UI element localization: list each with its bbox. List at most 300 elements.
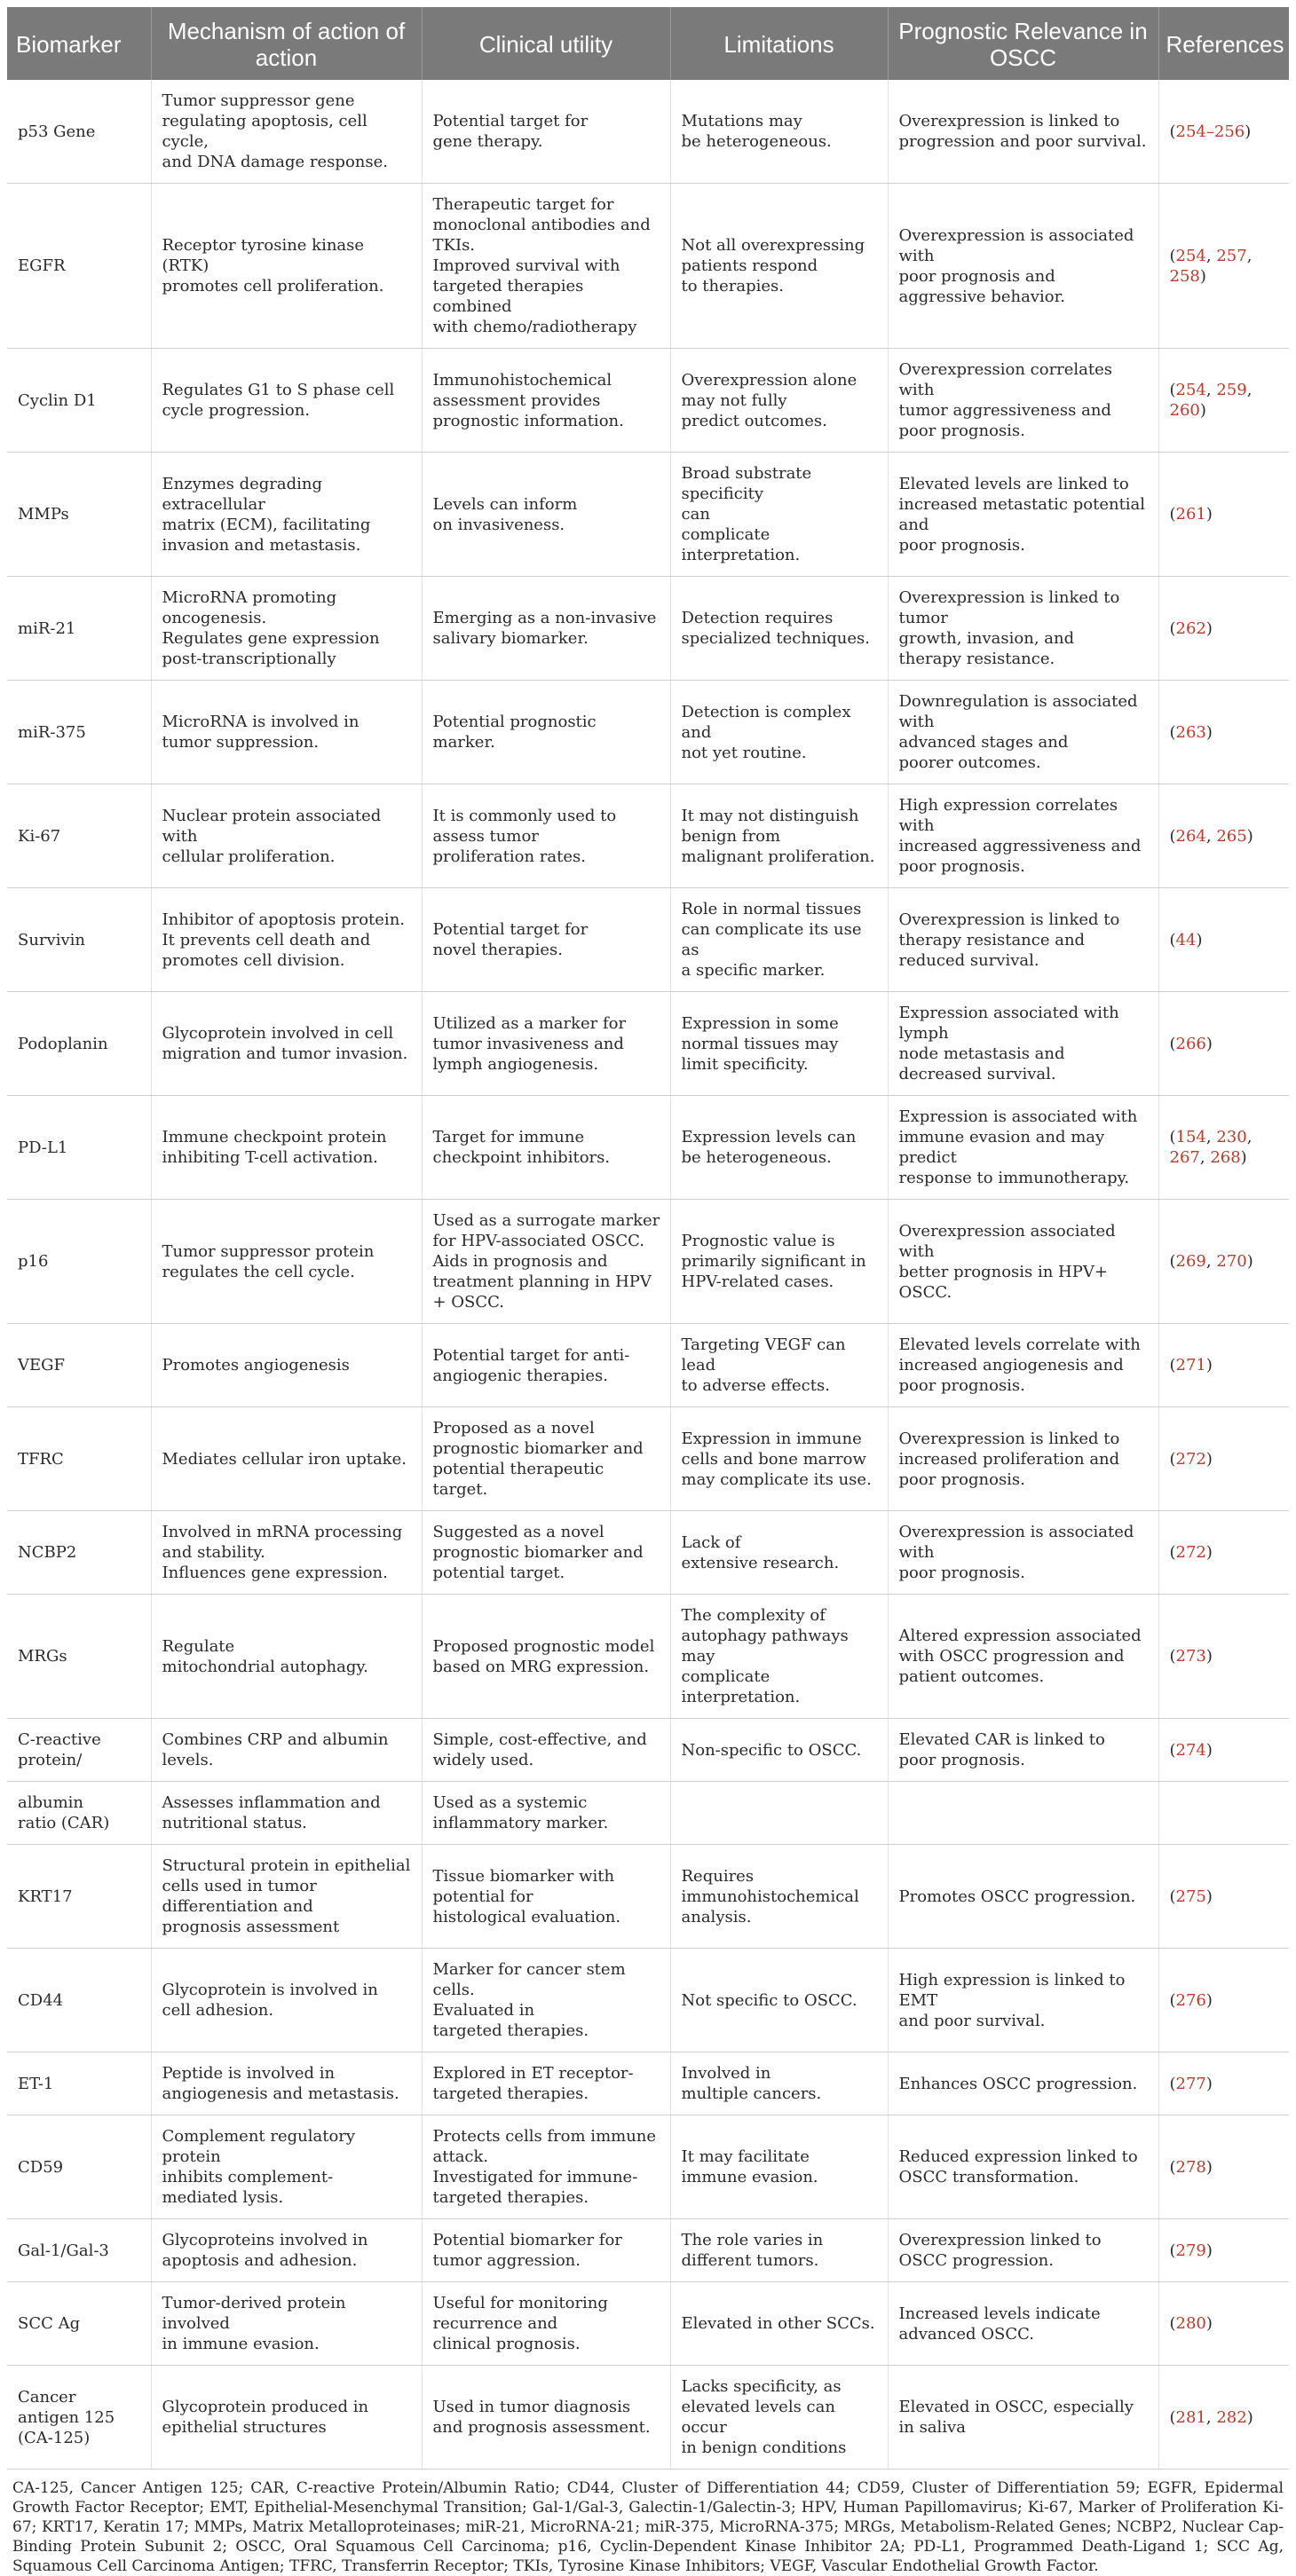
cell-line: Complement regulatory protein (162, 2127, 356, 2166)
cell-line: to adverse effects. (681, 1376, 830, 1395)
cell-line: in saliva (898, 2418, 966, 2437)
reference-link[interactable]: 270 (1216, 1252, 1247, 1271)
cell-line: Requires (681, 1866, 755, 1886)
cell-line: prognostic biomarker and (432, 1543, 644, 1562)
cell-line: inflammatory marker. (432, 1814, 609, 1832)
cell-line: benign from (681, 826, 781, 846)
cell-line: Structural protein in epithelial (162, 1856, 411, 1875)
cell-line: poor prognosis. (898, 421, 1025, 440)
cell-line: Targeting VEGF can lead (681, 1335, 846, 1375)
cell-prognostic-relevance (888, 681, 1158, 784)
cell-line: tumor suppression. (162, 733, 320, 752)
cell-line: gene therapy. (432, 132, 543, 151)
cell-line: Podoplanin (18, 1034, 108, 1053)
reference-link[interactable]: 260 (1169, 401, 1200, 420)
cell-line: prognostic biomarker and (432, 1439, 644, 1458)
cell-references: (254–256) (1158, 80, 1289, 184)
cell-limitations (670, 2282, 888, 2366)
cell-line: autophagy pathways may (681, 1627, 849, 1666)
cell-mechanism (151, 1949, 422, 2052)
cell-clinical-utility (422, 2115, 670, 2219)
cell-line: progression and poor survival. (898, 132, 1147, 151)
cell-line: epithelial structures (162, 2418, 327, 2437)
cell-references (1158, 1782, 1289, 1845)
cell-mechanism (151, 1324, 422, 1407)
reference-link[interactable]: 230 (1216, 1128, 1247, 1146)
cell-prognostic-relevance (888, 1096, 1158, 1200)
cell-line: Reduced expression linked to (898, 2147, 1138, 2166)
cell-line: VEGF (18, 1356, 66, 1375)
reference-link[interactable]: 44 (1175, 930, 1197, 949)
cell-limitations (670, 784, 888, 888)
reference-link[interactable]: 277 (1175, 2074, 1206, 2093)
table-body (7, 80, 1289, 2470)
cell-line: increased aggressiveness and (898, 837, 1142, 855)
cell-line: Prognostic value is (681, 1232, 835, 1250)
header-biomarker: Biomarker (7, 7, 151, 80)
cell-line: and DNA damage response. (162, 153, 388, 171)
cell-line: Downregulation is associated with (898, 692, 1138, 731)
reference-link[interactable]: 254 (1175, 381, 1206, 399)
cell-line: levels. (162, 1751, 214, 1769)
cell-line: Aids in prognosis and (432, 1252, 608, 1271)
reference-link[interactable]: 273 (1175, 1647, 1206, 1666)
cell-line: malignant proliferation. (681, 847, 875, 866)
cell-prognostic-relevance (888, 1200, 1158, 1324)
cell-line: Investigated for immune- (432, 2168, 638, 2186)
cell-line: can complicate its use as (681, 920, 862, 959)
cell-line: Elevated CAR is linked to (898, 1730, 1105, 1749)
cell-line: response to immunotherapy. (898, 1169, 1130, 1187)
cell-line: invasion and metastasis. (162, 535, 361, 555)
cell-line: cycle progression. (162, 401, 311, 420)
cell-line: EGFR (18, 256, 66, 275)
cell-line: and poor survival. (898, 2011, 1046, 2030)
cell-clinical-utility (422, 1407, 670, 1511)
cell-biomarker (7, 888, 151, 992)
cell-mechanism (151, 577, 422, 681)
table-row (7, 2366, 1289, 2470)
cell-line: Expression is associated with (898, 1107, 1138, 1126)
reference-link[interactable]: 268 (1210, 1148, 1241, 1167)
cell-line: Detection is complex and (681, 702, 851, 742)
cell-mechanism (151, 1511, 422, 1595)
cell-line: regulates the cell cycle. (162, 1262, 355, 1281)
cell-references: (272) (1158, 1407, 1289, 1511)
cell-mechanism (151, 992, 422, 1096)
table-row (7, 2115, 1289, 2219)
cell-limitations (670, 1949, 888, 2052)
cell-line: on invasiveness. (432, 515, 565, 534)
cell-line: nutritional status. (162, 1814, 307, 1832)
header-references: References (1158, 7, 1289, 80)
cell-clinical-utility (422, 784, 670, 888)
cell-line: inhibiting T-cell activation. (162, 1148, 378, 1167)
cell-prognostic-relevance (888, 577, 1158, 681)
table-row (7, 1719, 1289, 1782)
cell-line: prognosis assessment (162, 1918, 340, 1936)
cell-line: cell adhesion. (162, 2001, 274, 2020)
cell-line: assessment provides (432, 390, 601, 410)
cell-line: Overexpression correlates with (898, 360, 1113, 399)
cell-limitations (670, 1407, 888, 1511)
table-row (7, 784, 1289, 888)
cell-clinical-utility (422, 1845, 670, 1949)
cell-line: Detection requires (681, 609, 834, 627)
cell-limitations (670, 1096, 888, 1200)
cell-line: Marker for cancer stem (432, 1960, 626, 1979)
cell-line: a specific marker. (681, 961, 826, 980)
cell-line: Enzymes degrading extracellular (162, 474, 322, 514)
cell-mechanism (151, 1719, 422, 1782)
reference-link[interactable]: 265 (1216, 826, 1247, 846)
header-clinical-utility: Clinical utility (422, 7, 670, 80)
cell-line: with chemo/radiotherapy (432, 318, 637, 336)
cell-mechanism (151, 80, 422, 184)
cell-line: clinical prognosis. (432, 2335, 581, 2353)
cell-biomarker (7, 2052, 151, 2115)
cell-limitations (670, 888, 888, 992)
cell-line: assess tumor (432, 826, 539, 846)
cell-line: MicroRNA promoting (162, 588, 337, 607)
cell-line: Immune checkpoint protein (162, 1128, 387, 1146)
cell-line: Overexpression is linked to (898, 1429, 1120, 1448)
cell-biomarker (7, 2366, 151, 2470)
cell-limitations (670, 80, 888, 184)
cell-line: (CA-125) (18, 2428, 91, 2447)
reference-link[interactable]: 271 (1175, 1356, 1206, 1375)
cell-line: Glycoproteins involved in (162, 2231, 368, 2249)
cell-line: checkpoint inhibitors. (432, 1148, 611, 1167)
cell-line: TKIs. (432, 236, 476, 255)
cell-mechanism (151, 453, 422, 577)
cell-clinical-utility (422, 681, 670, 784)
cell-line: immune evasion and may predict (898, 1128, 1105, 1167)
cell-line: Improved survival with (432, 256, 620, 275)
cell-line: Overexpression is associated with (898, 225, 1134, 265)
cell-line: in benign conditions (681, 2438, 847, 2457)
cell-line: Protects cells from immune (432, 2127, 657, 2146)
cell-mechanism (151, 1096, 422, 1200)
cell-line: Ki-67 (18, 826, 61, 846)
cell-line: Peptide is involved in (162, 2064, 336, 2083)
reference-link[interactable]: 262 (1175, 618, 1206, 638)
cell-line: predict outcomes. (681, 411, 827, 430)
cell-line: in immune evasion. (162, 2335, 320, 2353)
cell-line: Potential target for anti- (432, 1345, 630, 1365)
cell-line: Influences gene expression. (162, 1564, 388, 1582)
cell-limitations (670, 1845, 888, 1949)
cell-line: normal tissues may (681, 1034, 839, 1053)
cell-line: Assesses inflammation and (162, 1793, 381, 1812)
table-row (7, 349, 1289, 453)
cell-line: Cyclin D1 (18, 390, 97, 410)
cell-line: Expression in some (681, 1013, 839, 1033)
cell-line: angiogenic therapies. (432, 1366, 608, 1385)
table-row (7, 80, 1289, 184)
cell-biomarker (7, 1511, 151, 1595)
cell-line: Cancer (18, 2387, 76, 2407)
table-row (7, 1324, 1289, 1407)
cell-references: (254, 257, 258) (1158, 184, 1289, 349)
cell-line: based on MRG expression. (432, 1657, 650, 1676)
cell-line: growth, invasion, and (898, 629, 1075, 648)
cell-mechanism (151, 1782, 422, 1845)
reference-link[interactable]: 254–256 (1175, 122, 1245, 141)
cell-line: patient outcomes. (898, 1667, 1045, 1686)
cell-biomarker (7, 784, 151, 888)
cell-clinical-utility (422, 577, 670, 681)
reference-link[interactable]: 264 (1175, 826, 1206, 846)
cell-references: (271) (1158, 1324, 1289, 1407)
cell-references: (278) (1158, 2115, 1289, 2219)
cell-mechanism (151, 2282, 422, 2366)
cell-prognostic-relevance (888, 2115, 1158, 2219)
cell-prognostic-relevance (888, 1719, 1158, 1782)
cell-line: Used as a systemic (432, 1793, 588, 1812)
cell-references: (276) (1158, 1949, 1289, 2052)
cell-clinical-utility (422, 1595, 670, 1719)
cell-line: poor prognosis and (898, 266, 1055, 286)
cell-line: Overexpression is linked to (898, 112, 1120, 130)
table-row (7, 577, 1289, 681)
cell-limitations (670, 349, 888, 453)
table-row (7, 1407, 1289, 1511)
cell-limitations (670, 453, 888, 577)
cell-line: mediated lysis. (162, 2188, 284, 2207)
table-row (7, 1200, 1289, 1324)
cell-mechanism (151, 1407, 422, 1511)
cell-prognostic-relevance (888, 184, 1158, 349)
cell-limitations (670, 1511, 888, 1595)
cell-biomarker (7, 1096, 151, 1200)
cell-line: oncogenesis. (162, 609, 267, 627)
biomarker-table (7, 7, 1289, 2470)
cell-prognostic-relevance (888, 1324, 1158, 1407)
cell-line: be heterogeneous. (681, 1148, 832, 1167)
cell-references: (44) (1158, 888, 1289, 992)
cell-line: Involved in mRNA processing (162, 1523, 403, 1541)
cell-line: targeted therapies. (432, 2188, 589, 2207)
reference-link[interactable]: 272 (1175, 1543, 1206, 1562)
cell-limitations (670, 681, 888, 784)
reference-link[interactable]: 275 (1175, 1887, 1206, 1906)
cell-line: Lack of (681, 1532, 741, 1552)
cell-biomarker (7, 1407, 151, 1511)
header-limitations: Limitations (670, 7, 888, 80)
reference-link[interactable]: 154 (1175, 1128, 1206, 1146)
cell-line: Tumor suppressor gene (162, 91, 355, 110)
cell-line: prognostic information. (432, 411, 624, 430)
cell-line: C-reactive (18, 1730, 101, 1749)
header-mechanism: Mechanism of action of action (151, 7, 422, 80)
cell-line: Broad substrate specificity (681, 464, 812, 503)
cell-line: Elevated levels correlate with (898, 1335, 1141, 1354)
reference-link[interactable]: 276 (1175, 1990, 1206, 2010)
cell-prognostic-relevance (888, 1949, 1158, 2052)
reference-link[interactable]: 278 (1175, 2157, 1206, 2177)
cell-line: immunohistochemical (681, 1887, 859, 1906)
cell-line: poor prognosis. (898, 535, 1025, 555)
cell-line: mitochondrial autophagy. (162, 1657, 368, 1676)
cell-line: Tumor-derived protein involved (162, 2294, 346, 2333)
cell-prognostic-relevance (888, 1845, 1158, 1949)
cell-line: not yet routine. (681, 743, 807, 762)
cell-mechanism (151, 681, 422, 784)
cell-prognostic-relevance (888, 2282, 1158, 2366)
cell-line: Overexpression is linked to tumor (898, 588, 1120, 627)
cell-line: Glycoprotein produced in (162, 2398, 369, 2416)
cell-line: Elevated levels are linked to (898, 474, 1129, 493)
cell-line: High expression is linked to EMT (898, 1970, 1126, 2010)
cell-line: PD-L1 (18, 1138, 68, 1157)
table-row (7, 1949, 1289, 2052)
cell-limitations (670, 1595, 888, 1719)
cell-clinical-utility (422, 2219, 670, 2282)
cell-line: matrix (ECM), facilitating (162, 515, 371, 534)
cell-line: tumor aggressiveness and (898, 401, 1111, 420)
cell-line: reduced survival. (898, 950, 1039, 970)
reference-link[interactable]: 267 (1169, 1148, 1200, 1167)
reference-link[interactable]: 257 (1216, 246, 1247, 265)
cell-line: angiogenesis and metastasis. (162, 2084, 399, 2103)
cell-line: specialized techniques. (681, 629, 871, 648)
cell-prognostic-relevance (888, 2052, 1158, 2115)
reference-link[interactable]: 279 (1175, 2241, 1206, 2260)
reference-link[interactable]: 274 (1175, 1740, 1206, 1760)
reference-link[interactable]: 263 (1175, 722, 1206, 742)
cell-line: increased angiogenesis and (898, 1356, 1124, 1375)
cell-prognostic-relevance (888, 1595, 1158, 1719)
cell-line: ET-1 (18, 2074, 54, 2093)
cell-line: CD44 (18, 1990, 64, 2010)
cell-references: (262) (1158, 577, 1289, 681)
cell-line: Suggested as a novel (432, 1523, 605, 1541)
cell-references: (263) (1158, 681, 1289, 784)
cell-line: Mutations may (681, 112, 802, 130)
cell-line: complicate interpretation. (681, 525, 801, 564)
cell-line: differentiation and (162, 1897, 313, 1916)
cell-line: + OSCC. (432, 1293, 505, 1312)
cell-references: (266) (1158, 992, 1289, 1096)
reference-link[interactable]: 254 (1175, 246, 1206, 265)
cell-clinical-utility (422, 888, 670, 992)
cell-line: HPV-related cases. (681, 1272, 834, 1291)
cell-prognostic-relevance (888, 992, 1158, 1096)
cell-mechanism (151, 1200, 422, 1324)
reference-link[interactable]: 261 (1175, 505, 1206, 524)
cell-references: (269, 270) (1158, 1200, 1289, 1324)
cell-line: node metastasis and (898, 1044, 1065, 1063)
cell-line: CD59 (18, 2157, 64, 2177)
cell-line: elevated levels can occur (681, 2398, 835, 2437)
cell-line: targeted therapies combined (432, 277, 584, 316)
cell-line: It may not distinguish (681, 806, 859, 825)
cell-line: MMPs (18, 505, 69, 524)
cell-line: Regulate (162, 1636, 235, 1656)
cell-line: Lacks specificity, as (681, 2377, 842, 2396)
cell-line: Elevated in other SCCs. (681, 2314, 875, 2333)
cell-line: Target for immune (432, 1128, 585, 1146)
cell-line: extensive research. (681, 1553, 840, 1572)
cell-line: primarily significant in (681, 1252, 866, 1271)
cell-line: therapy resistance and (898, 930, 1086, 949)
cell-line: promotes cell division. (162, 950, 345, 970)
cell-biomarker (7, 1782, 151, 1845)
cell-prognostic-relevance (888, 1782, 1158, 1845)
cell-biomarker (7, 453, 151, 577)
cell-line: Levels can inform (432, 494, 578, 514)
cell-clinical-utility (422, 453, 670, 577)
cell-line: Potential prognostic marker. (432, 713, 597, 752)
cell-line: with OSCC progression and (898, 1647, 1125, 1666)
cell-references: (261) (1158, 453, 1289, 577)
cell-line: Role in normal tissues (681, 900, 862, 918)
cell-limitations (670, 184, 888, 349)
cell-line: potential therapeutic target. (432, 1460, 605, 1499)
cell-line: High expression correlates with (898, 796, 1118, 835)
cell-clinical-utility (422, 1949, 670, 2052)
cell-line: regulating apoptosis, cell cycle, (162, 112, 367, 151)
cell-line: Useful for monitoring (432, 2294, 608, 2312)
table-row (7, 1511, 1289, 1595)
cell-line: Involved in (681, 2064, 771, 2083)
cell-references: (277) (1158, 2052, 1289, 2115)
cell-biomarker (7, 80, 151, 184)
cell-biomarker (7, 1845, 151, 1949)
cell-mechanism (151, 888, 422, 992)
cell-biomarker (7, 1200, 151, 1324)
cell-line: Altered expression associated (898, 1627, 1142, 1645)
cell-line: Promotes OSCC progression. (898, 1887, 1136, 1906)
cell-mechanism (151, 2115, 422, 2219)
cell-line: p53 Gene (18, 122, 96, 141)
cell-line: advanced stages and (898, 733, 1069, 752)
cell-line: tumor aggression. (432, 2251, 581, 2270)
cell-line: recurrence and (432, 2314, 558, 2333)
cell-line: novel therapies. (432, 941, 563, 959)
reference-link[interactable]: 258 (1169, 266, 1200, 286)
cell-clinical-utility (422, 1782, 670, 1845)
cell-line: poor prognosis. (898, 857, 1025, 876)
cell-clinical-utility (422, 1324, 670, 1407)
reference-link[interactable]: 281 (1175, 2407, 1206, 2427)
cell-line: Non-specific to OSCC. (681, 1740, 862, 1760)
cell-line: Expression associated with lymph (898, 1004, 1119, 1043)
cell-limitations (670, 1782, 888, 1845)
reference-link[interactable]: 282 (1216, 2407, 1247, 2427)
reference-link[interactable]: 272 (1175, 1449, 1206, 1469)
cell-references: (281, 282) (1158, 2366, 1289, 2470)
cell-line: KRT17 (18, 1887, 73, 1906)
cell-line: Nuclear protein associated with (162, 806, 382, 846)
cell-line: for HPV-associated OSCC. (432, 1232, 645, 1250)
cell-mechanism (151, 2219, 422, 2282)
reference-link[interactable]: 269 (1175, 1252, 1206, 1271)
cell-clinical-utility (422, 184, 670, 349)
table-row (7, 888, 1289, 992)
table-row (7, 2219, 1289, 2282)
reference-link[interactable]: 280 (1175, 2314, 1206, 2333)
cell-line: can (681, 505, 710, 524)
cell-line: histological evaluation. (432, 1907, 621, 1926)
cell-line: may not fully (681, 390, 787, 410)
cell-line: cells and bone marrow (681, 1449, 866, 1469)
cell-mechanism (151, 2366, 422, 2470)
reference-link[interactable]: 259 (1216, 381, 1247, 399)
reference-link[interactable]: 266 (1175, 1034, 1206, 1053)
cell-clinical-utility (422, 1511, 670, 1595)
